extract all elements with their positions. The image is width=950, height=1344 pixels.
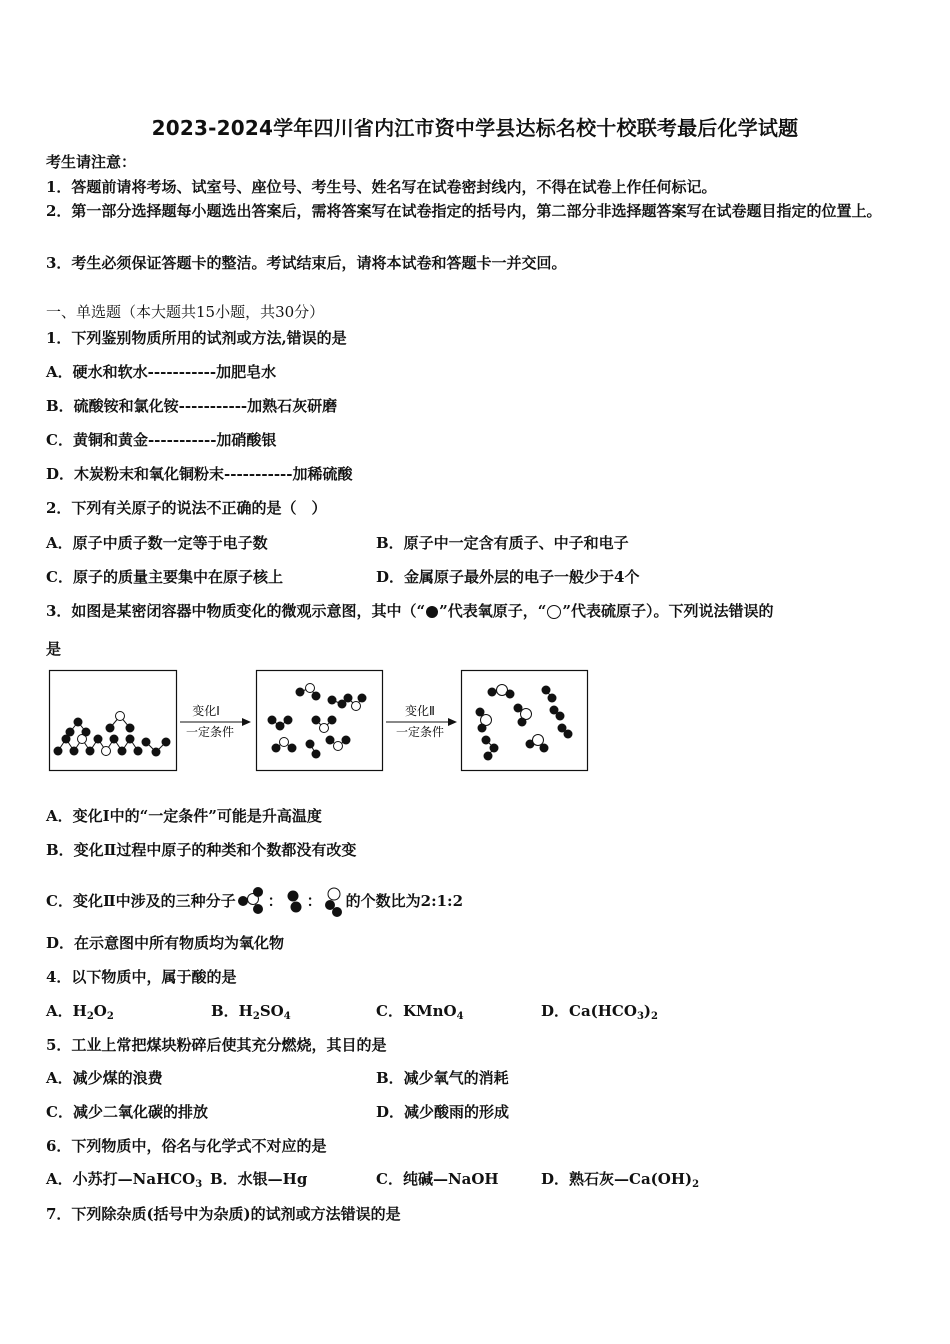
q3-stem (46, 600, 773, 621)
q1-option-b: B．硫酸铵和氯化铵-----------加熟石灰研磨 (46, 397, 338, 415)
q3-stem-part-a: 3．如图是某密闭容器中物质变化的微观示意图，其中（“ (46, 602, 426, 620)
notice-item-2: 2．第一部分选择题每小题选出答案后，需将答案写在试卷指定的括号内，第二部分非选择题答案写在试卷题目指定的位置上。 (46, 202, 882, 220)
q4-stem: 4．以下物质中，属于酸的是 (46, 968, 237, 986)
sulfur-atom-icon (546, 604, 562, 620)
q3-option-c-part-b: 的个数比为2:1:2 (345, 892, 464, 910)
q6-option-d: D．熟石灰$—Ca(OH)_2$ (541, 1170, 700, 1190)
q4-option-c: C．KMnO$_4$ (376, 1002, 464, 1022)
q2-option-a: A．原子中质子数一定等于电子数 (46, 534, 268, 552)
so3-molecule-icon (236, 887, 268, 917)
q4-option-b: B．$H_2SO_4$ (211, 1002, 291, 1022)
notice-heading: 考生请注意： (46, 153, 137, 171)
notice-item-1: 1．答题前请将考场、试室号、座位号、考生号、姓名写在试卷密封线内，不得在试卷上作任何标记。 (46, 178, 717, 196)
q4-option-a: A．$H_2O_2$ (46, 1002, 114, 1022)
arrow1-label-bottom: 一定条件 (185, 725, 235, 739)
arrow1-label-top: 变化Ⅰ (192, 704, 220, 718)
q6-option-b: B．水银—Hg (210, 1170, 308, 1188)
o2-molecule-icon (283, 887, 307, 917)
q3-option-c (46, 885, 463, 919)
q1-stem: 1．下列鉴别物质所用的试剂或方法,错误的是 (46, 329, 347, 347)
q2-option-d: D．金属原子最外层的电子一般少于4个 (376, 568, 640, 586)
q3-option-a: A．变化Ⅰ中的“一定条件”可能是升高温度 (46, 807, 322, 825)
arrow1-head-icon (242, 718, 251, 726)
q2-option-b: B．原子中一定含有质子、中子和电子 (376, 534, 629, 552)
q3-option-c-sep2: ： (306, 892, 322, 910)
q5-stem: 5．工业上常把煤块粉碎后使其充分燃烧，其目的是 (46, 1036, 387, 1054)
q3-option-d: D．在示意图中所有物质均为氧化物 (46, 934, 285, 952)
q3-option-c-sep1: ： (267, 892, 283, 910)
q3-option-b: B．变化Ⅱ过程中原子的种类和个数都没有改变 (46, 841, 357, 859)
so2-molecule-icon (322, 885, 346, 919)
oxygen-atom-icon (425, 605, 439, 619)
q2-option-c: C．原子的质量主要集中在原子核上 (46, 568, 283, 586)
q7-stem: 7．下列除杂质(括号中为杂质)的试剂或方法错误的是 (46, 1205, 401, 1223)
q3-stem-part-c: ”代表硫原子）。下列说法错误的 (562, 602, 774, 620)
q3-option-c-part-a: C．变化Ⅱ中涉及的三种分子 (46, 892, 236, 910)
q4-option-d: D．$Ca(HCO_3)_2$ (541, 1002, 658, 1022)
arrow2-head-icon (448, 718, 457, 726)
q6-stem: 6．下列物质中，俗名与化学式不对应的是 (46, 1137, 327, 1155)
section-heading: 一、单选题（本大题共15小题，共30分） (46, 303, 325, 321)
page-title: 2023-2024学年四川省内江市资中学县达标名校十校联考最后化学试题 (151, 116, 799, 140)
q6-option-c: C．纯碱—NaOH (376, 1170, 499, 1188)
arrow2-label-top: 变化Ⅱ (405, 704, 435, 718)
q5-option-a: A．减少煤的浪费 (46, 1069, 163, 1087)
arrow2-label-bottom: 一定条件 (395, 725, 445, 739)
q3-stem-cont: 是 (46, 640, 62, 658)
q2-stem: 2．下列有关原子的说法不正确的是（ ） (46, 499, 327, 517)
notice-item-3: 3．考生必须保证答题卡的整洁。考试结束后，请将本试卷和答题卡一并交回。 (46, 254, 567, 272)
q1-option-d: D．木炭粉末和氧化铜粉末-----------加稀硫酸 (46, 465, 353, 483)
q5-option-d: D．减少酸雨的形成 (376, 1103, 510, 1121)
reaction-diagram (46, 668, 596, 776)
q3-stem-part-b: ”代表氧原子，“ (439, 602, 547, 620)
q6-option-a: A．小苏打—NaHCO$_3$ (46, 1170, 203, 1190)
q1-option-a: A．硬水和软水-----------加肥皂水 (46, 363, 277, 381)
q5-option-c: C．减少二氧化碳的排放 (46, 1103, 208, 1121)
q1-option-c: C．黄铜和黄金-----------加硝酸银 (46, 431, 277, 449)
q5-option-b: B．减少氧气的消耗 (376, 1069, 509, 1087)
